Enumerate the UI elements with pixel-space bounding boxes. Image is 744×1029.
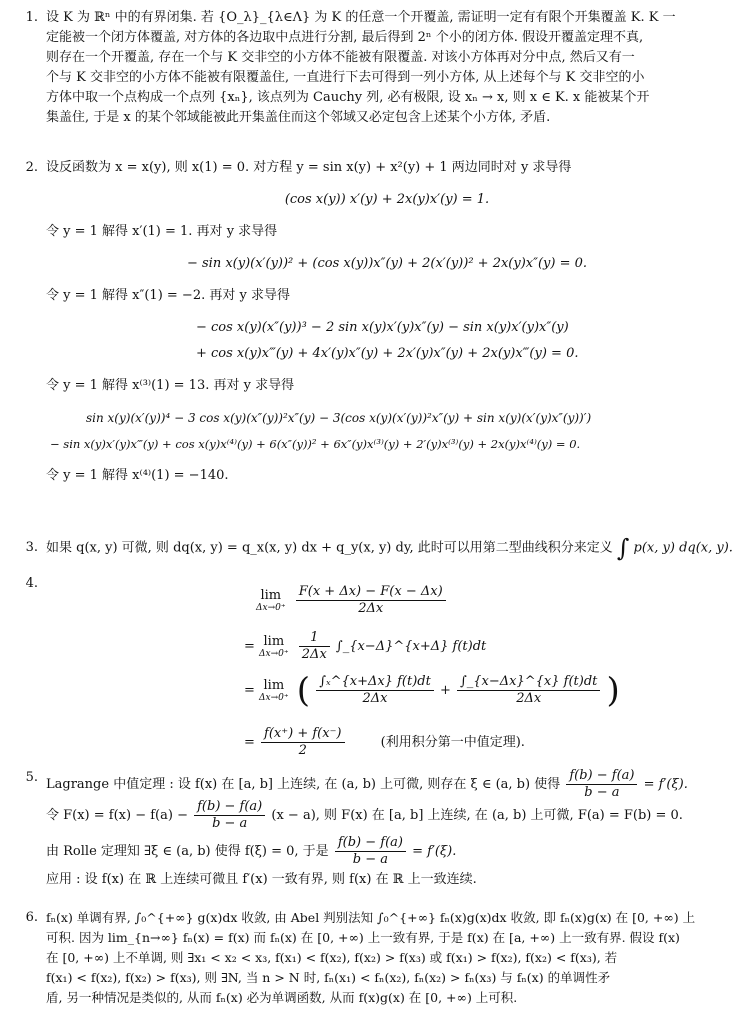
derivation-row-4: = $\frac{f(x^+) + f(x^-)}{2}$ (利用积分第一中值定理). xyxy=(244,726,525,758)
derivation-row-1 xyxy=(256,584,448,617)
derivation-row-3: = lim Δx→0⁺ ( $\frac{\text{∫ₓ\textasciicircum{}\{x+Δx\} f(t)dt}}{2\Delta x}$ + $\frac{\int\_\{x-\Delta x\}\^{}\{x\} f(t)dt}{2\Delta x}$ ) xyxy=(244,670,620,711)
fraction: $\frac{\int\_\{x-\Delta x\}\^{}\{x\} f(t)dt}{2\Delta x}$ xyxy=(457,674,600,707)
text-line: 定能被一个闭方体覆盖, 对方体的各边取中点进行分割, 最后得到 2ⁿ 个小的闭方体. 假设开覆盖定理不真, xyxy=(46,30,644,45)
text-segment: p(x, y) dq(x, y). xyxy=(633,540,733,556)
fraction: $\frac{F(x + \Delta x) - F(x - \Delta x)}{2\Delta x}$ xyxy=(296,584,446,617)
solution-6 xyxy=(25,908,728,1008)
text-line: 盾, 另一种情况是类似的, 从而 fₙ(x) 必为单调函数, 从而 f(x)g(x) 在 [0, +∞) 上可积. xyxy=(46,990,518,1005)
text-line: 令 F(x) = f(x) − f(a) − $\frac{f(b) - f(a)}{b - a}$ (x − a), 则 F(x) 在 [a, b] 上连续, 在 (a, b) 上可微, F(a) = F(b) = 0. xyxy=(46,799,683,831)
equation: sin x(y)(x′(y))⁴ − 3 cos x(y)(x″(y))²x″(y) − 3(cos x(y)(x′(y))²x″(y) + sin x(y)(x′(y)x″(y))′) xyxy=(86,411,592,425)
solution-1-text xyxy=(46,8,728,128)
solution-4-derivation xyxy=(46,574,728,764)
solution-5-text xyxy=(46,768,728,890)
note: (利用积分第一中值定理). xyxy=(380,735,525,750)
right-paren-icon: ) xyxy=(606,670,620,711)
solution-1 xyxy=(25,8,728,128)
equation: − sin x(y)(x′(y))² + (cos x(y))x″(y) + 2(x′(y))² + 2x(y)x″(y) = 0. xyxy=(186,256,588,271)
equation: − cos x(y)(x″(y))³ − 2 sin x(y)x′(y)x″(y) − sin x(y)x′(y)x″(y) xyxy=(196,320,569,335)
solution-2 xyxy=(25,158,728,486)
fraction: $\frac{f(x^+) + f(x^-)}{2}$ xyxy=(261,726,344,759)
solution-3 xyxy=(25,534,733,562)
equation: + cos x(y)x‴(y) + 4x′(y)x″(y) + 2x′(y)x″(y) + 2x(y)x‴(y) = 0. xyxy=(196,346,579,361)
text-line: 令 y = 1 解得 x″(1) = −2. 再对 y 求导得 xyxy=(46,288,290,303)
text-line: 设反函数为 x = x(y), 则 x(1) = 0. 对方程 y = sin x(y) + x²(y) + 1 两边同时对 y 求导得 xyxy=(46,160,572,175)
solution-6-text xyxy=(46,908,728,1008)
fraction: $\frac{f(b) - f(a)}{b - a}$ xyxy=(335,835,406,868)
text-line: 集盖住, 于是 x 的某个邻域能被此开集盖住而这个邻域又必定包含上述某个小方体, 矛盾. xyxy=(46,110,551,125)
item-number: 2. xyxy=(25,160,38,175)
solution-3-text xyxy=(46,534,733,562)
fraction: $\frac{f(b) - f(a)}{b - a}$ xyxy=(566,768,637,801)
fraction: $\frac{f(b) - f(a)}{b - a}$ xyxy=(194,799,265,832)
item-number: 1. xyxy=(25,10,38,25)
equation: (cos x(y)) x′(y) + 2x(y)x′(y) = 1. xyxy=(284,192,490,207)
integral-sign-icon: ∫ xyxy=(616,534,630,562)
solution-5 xyxy=(25,768,728,890)
equation: − sin x(y)x′(y)x‴(y) + cos x(y)x⁽⁴⁾(y) + 6(x″(y))² + 6x″(y)x⁽³⁾(y) + 2′(y)x⁽³⁾(y) + 2x(y)x⁽⁴⁾(y) = 0. xyxy=(50,437,581,451)
text-line: 令 y = 1 解得 x⁽⁴⁾(1) = −140. xyxy=(46,468,229,483)
fraction: $\frac{\text{∫ₓ\textasciicircum{}\{x+Δx\} f(t)dt}}{2\Delta x}$ xyxy=(316,674,434,707)
text-line: 由 Rolle 定理知 ∃ξ ∈ (a, b) 使得 f(ξ) = 0, 于是 $\frac{f(b) - f(a)}{b - a}$ = f′(ξ). xyxy=(46,835,457,867)
text-line: 应用 : 设 f(x) 在 ℝ 上连续可微且 f′(x) 一致有界, 则 f(x) 在 ℝ 上一致连续. xyxy=(46,872,477,887)
text-line: 在 [0, +∞) 上不单调, 则 ∃x₁ < x₂ < x₃, f(x₁) < f(x₂), f(x₂) > f(x₃) 或 f(x₁) > f(x₂), f(x₂) < f(x₃), 若 xyxy=(46,950,618,965)
item-number: 3. xyxy=(25,540,38,555)
item-number: 4. xyxy=(25,576,38,591)
solution-4 xyxy=(25,574,728,764)
integral-expression: ∫_{x−Δ}^{x+Δ} f(t)dt xyxy=(335,639,487,654)
text-segment: 如果 q(x, y) 可微, 则 dq(x, y) = q_x(x, y) dx + q_y(x, y) dy, 此时可以用第二型曲线积分来定义 xyxy=(46,540,613,556)
text-line: 个与 K 交非空的小方体不能被有限覆盖住, 一直进行下去可得到一列小方体, 从上述每个与 K 交非空的小 xyxy=(46,70,645,85)
left-paren-icon: ( xyxy=(296,670,311,711)
text-line: 令 y = 1 解得 x⁽³⁾(1) = 13. 再对 y 求导得 xyxy=(46,378,295,393)
text-line: 设 K 为 ℝⁿ 中的有界闭集. 若 {O_λ}_{λ∈Λ} 为 K 的任意一个开覆盖, 需证明一定有有限个开集覆盖 K. K 一 xyxy=(46,10,676,25)
text-line: 令 y = 1 解得 x′(1) = 1. 再对 y 求导得 xyxy=(46,224,278,239)
text-line: f(x₁) < f(x₂), f(x₂) > f(x₃), 则 ∃N, 当 n > N 时, fₙ(x₁) < fₙ(x₂), fₙ(x₂) > fₙ(x₃) 与 fₙ(x) 的单调性矛 xyxy=(46,970,611,985)
text-line: 方体中取一个点构成一个点列 {xₙ}, 该点列为 Cauchy 列, 必有极限, 设 xₙ → x, 则 x ∈ K. x 能被某个开 xyxy=(46,90,650,105)
derivation-row-2: = lim Δx→0⁺ $\frac{1}{2\Delta x}$ ∫_{x−Δ}^{x+Δ} f(t)dt xyxy=(244,630,487,662)
fraction: $\frac{1}{2\Delta x}$ xyxy=(299,630,330,663)
limit: lim Δx→0⁺ xyxy=(256,587,286,613)
item-number: 5. xyxy=(25,770,38,785)
limit: lim Δx→0⁺ xyxy=(259,677,289,703)
item-number: 6. xyxy=(25,910,38,925)
text-line: 则存在一个开覆盖, 存在一个与 K 交非空的小方体不能被有限覆盖. 对该小方体再对分中点, 然后又有一 xyxy=(46,50,635,65)
text-line: fₙ(x) 单调有界, ∫₀^{+∞} g(x)dx 收敛, 由 Abel 判别法知 ∫₀^{+∞} fₙ(x)g(x)dx 收敛, 即 fₙ(x)g(x) 在 [0, +∞) 上 xyxy=(46,910,696,925)
text-line: Lagrange 中值定理 : 设 f(x) 在 [a, b] 上连续, 在 (a, b) 上可微, 则存在 ξ ∈ (a, b) 使得 $\frac{f(b) - f(a)}{b - a}$ = f′(ξ). xyxy=(46,768,688,800)
solution-2-text xyxy=(46,158,728,486)
text-line: 可积. 因为 lim_{n→∞} fₙ(x) = f(x) 而 fₙ(x) 在 [0, +∞) 上一致有界, 于是 f(x) 在 [a, +∞) 上一致有界. 假设 f(x) xyxy=(46,930,680,945)
limit: lim Δx→0⁺ xyxy=(259,633,289,659)
